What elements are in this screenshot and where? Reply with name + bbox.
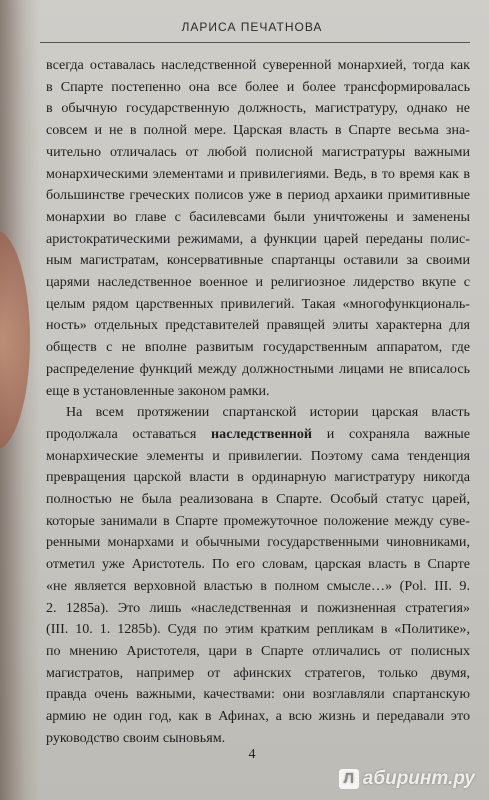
text-line: еще в установленные законом рамки.	[46, 382, 270, 399]
body-text	[46, 55, 470, 750]
text-line: в Спарте постепенно она все более и более трансформировалась	[46, 78, 470, 95]
text-line: распределение функций между должностными лицами не вписалось	[46, 360, 470, 377]
text-line: монархии во главе с басилевсами были уничтожены и заменены	[46, 208, 470, 225]
text-line: ность» отдельных представителей правящей элиты характерна для	[46, 317, 470, 334]
text-line: ренными монархами и обычными государственными чиновниками,	[46, 534, 470, 551]
text-line: армию не один год, как в Афинах, а всю жизнь и передавали это	[46, 708, 470, 725]
page-number: 4	[248, 747, 256, 762]
text-line: большинстве греческих полисов уже в период архаики примитивные	[46, 187, 470, 204]
text-line: отметил уже Аристотель. По его словам, царская власть в Спарте	[46, 556, 470, 573]
text-line: магистратов, например от афинских стратегов, только двумя,	[46, 664, 470, 681]
text-line: царями наследственное военное и религиозное лидерство вкупе с	[46, 274, 470, 291]
text-line: полностью не была реализована в Спарте. Особый статус царей,	[46, 491, 470, 508]
text-line: в обычную государственную должность, магистратуру, однако не	[46, 100, 470, 117]
text-line: правда очень важными, качествами: они возглавляли спартанскую	[46, 686, 470, 703]
text-line: превращения царской власти в ординарную магистратуру никогда	[46, 469, 470, 486]
paragraph-start-line: На всем протяжении спартанской истории царская власть	[66, 404, 470, 421]
text-line: монархическими элементами и привилегиями. Ведь, в то время как в	[46, 165, 470, 182]
emphasis: наследственной	[211, 425, 313, 442]
header-rule	[40, 42, 470, 43]
labirint-watermark	[339, 768, 475, 790]
text-line: целым рядом царственных привилегий. Такая «многофункциональ-	[46, 295, 470, 312]
text-line: совсем и не в полной мере. Царская власть в Спарте весьма зна-	[46, 122, 470, 139]
text-line: обществ с не вполне развитым государственным аппаратом, где	[46, 339, 470, 356]
text-line: всегда оставалась наследственной суверенной монархией, тогда как	[46, 57, 470, 73]
text-line: аристократическими режимами, а функции царей переданы полис-	[46, 230, 470, 247]
text-line: «не является верховной властью в полном смысле…» (Pol. III. 9.	[46, 577, 470, 594]
text-line: по мнению Аристотеля, цари в Спарте отличались от полисных	[46, 642, 470, 659]
page	[22, 0, 482, 800]
text-line: которые занимали в Спарте промежуточное положение между суве-	[46, 512, 470, 529]
text-line: чительно отличалась от любой полисной магистратуры важными	[46, 143, 470, 160]
running-head: ЛАРИСА ПЕЧАТНОВА	[181, 20, 323, 34]
text-line: (III. 10. 1. 1285b). Судя по этим кратким репликам в «Политике»,	[46, 621, 470, 638]
text-line: руководство своим сыновьям.	[46, 729, 226, 746]
text-line: продолжала оставаться наследственной и сохраняла важные	[46, 425, 470, 442]
text-line: ным магистратам, консервативные спартанцы оставили за своими	[46, 252, 470, 269]
watermark-text: абиринт.ру	[362, 768, 475, 789]
text-line: 2. 1285a). Это лишь «наследственная и пожизненная стратегия»	[46, 599, 470, 616]
text-line: монархические элементы и привилегии. Поэтому сама тенденция	[46, 447, 470, 464]
labirint-logo-icon: Л	[339, 769, 359, 789]
